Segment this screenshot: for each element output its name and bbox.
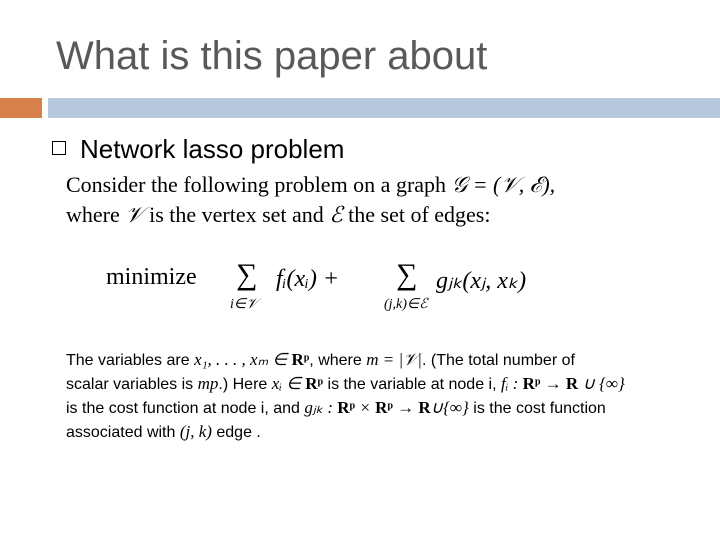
para-text: associated with: [66, 424, 180, 441]
para-text: is the cost function at node i, and: [66, 400, 305, 417]
formula-sub-1: i∈𝒱: [230, 297, 258, 312]
para-text: is the variable at node i,: [323, 376, 501, 393]
para-text: , where: [309, 352, 367, 369]
intro-edge-symbol: ℰ: [329, 203, 343, 228]
intro-text-2a: where: [66, 202, 126, 227]
formula-sum-1: ∑: [236, 258, 258, 291]
para-line-1: [66, 348, 706, 372]
para-math: ∪{∞}: [430, 398, 469, 417]
para-text: edge: [211, 424, 257, 441]
accent-bar-orange: [0, 98, 42, 118]
para-text: is the cost function: [468, 400, 606, 417]
para-math: ∪ {∞}: [578, 374, 625, 393]
accent-bar-blue: [48, 98, 720, 118]
para-math: fᵢ :: [501, 374, 523, 393]
para-math: →: [540, 374, 566, 393]
para-line-3: [66, 396, 706, 420]
para-text: .: [256, 424, 261, 441]
formula-term-2: gⱼₖ(xⱼ, xₖ): [436, 268, 527, 294]
intro-text-2c: the set of edges:: [342, 202, 491, 227]
formula-sum-2: ∑: [396, 258, 418, 291]
para-math: Rᵖ: [291, 350, 310, 369]
para-math: xᵢ ∈: [271, 374, 306, 393]
bullet-text: Network lasso problem: [80, 134, 345, 164]
para-math: Rᵖ: [375, 398, 393, 417]
slide-title: What is this paper about: [56, 34, 488, 78]
para-text: .) Here: [218, 376, 272, 393]
para-text: The variables are: [66, 352, 195, 369]
para-math: R: [565, 374, 579, 393]
formula-term-1: fᵢ(xᵢ) +: [276, 266, 340, 292]
objective-formula: [106, 256, 606, 326]
para-text: . (The total number of: [421, 352, 575, 369]
para-math: ×: [355, 398, 376, 417]
para-math: Rᵖ: [305, 374, 324, 393]
intro-graph-math: 𝒢 = (𝒱, ℰ),: [451, 172, 556, 197]
formula-minimize: minimize: [106, 264, 197, 290]
intro-text-2b: is the vertex set and: [143, 202, 330, 227]
para-text: scalar variables is: [66, 376, 198, 393]
para-math: mp: [197, 374, 219, 393]
para-math: gⱼₖ :: [304, 398, 338, 417]
para-line-2: [66, 372, 706, 396]
para-math: Rᵖ: [522, 374, 541, 393]
formula-sub-2: (j,k)∈ℰ: [384, 297, 428, 312]
para-line-4: [66, 420, 706, 444]
bullet-square-icon: [52, 141, 66, 155]
para-math: x₁, . . . , xₘ ∈: [194, 350, 292, 369]
description-paragraph: [66, 348, 706, 444]
para-math: m = |𝒱|: [366, 350, 422, 369]
intro-line-2: [66, 202, 491, 228]
intro-vertex-symbol: 𝒱: [125, 203, 144, 228]
para-math: R: [418, 398, 431, 417]
para-math: →: [392, 398, 419, 417]
para-math: Rᵖ: [337, 398, 356, 417]
intro-text-1: Consider the following problem on a graph: [66, 172, 452, 197]
para-math: (j, k): [179, 422, 212, 441]
intro-line-1: [66, 172, 555, 198]
